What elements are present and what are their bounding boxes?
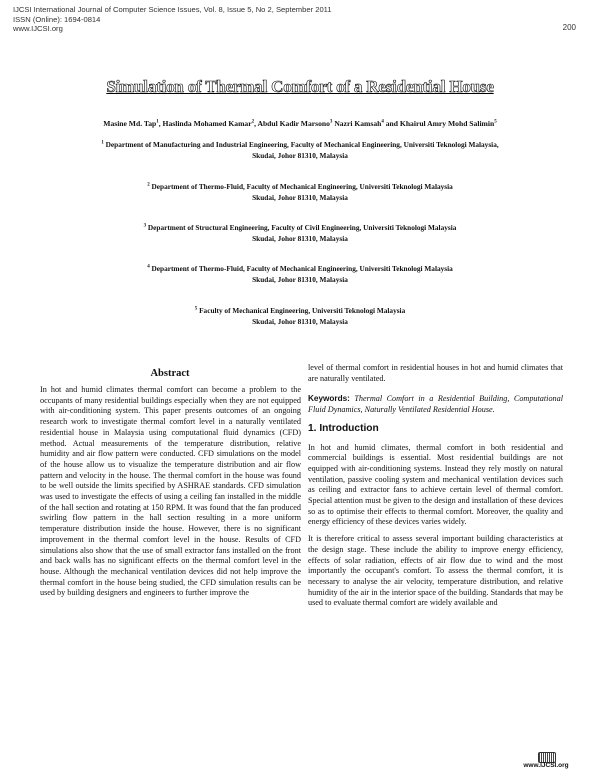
author-mark: 5 xyxy=(494,119,497,125)
affiliation-address: Skudai, Johor 81310, Malaysia xyxy=(252,234,348,243)
author-mark: 1 xyxy=(156,119,159,125)
abstract-heading: Abstract xyxy=(150,368,190,379)
affiliation-line: Faculty of Mechanical Engineering, Universiti Teknologi Malaysia xyxy=(199,306,406,315)
affiliation xyxy=(40,263,560,285)
affiliation-mark: 5 xyxy=(194,306,198,312)
abstract-continuation: level of thermal comfort in residential houses in hot and humid climates that are naturally ventilated. xyxy=(308,363,563,383)
journal-website: www.IJCSI.org xyxy=(13,24,63,34)
author-name: Khairul Amry Mohd Salimin xyxy=(399,119,495,128)
affiliation-address: Skudai, Johor 81310, Malaysia xyxy=(252,275,348,284)
paper-title: Simulation of Thermal Comfort of a Residential House xyxy=(106,77,494,96)
journal-header xyxy=(13,5,332,34)
intro-paragraph: In hot and humid climates, thermal comfort in both residential and commercial buildings is essential. Most residential buildings are not equipped with air-conditioning systems. Instead they rely mostly on natural ventilation, passive cooling system and mechanical ventilation devices such as ceiling and extractor fans to achieve certain level of thermal comfort. Special attention must be given to the design and installation of these devices so as to optimise their effects to thermal comfort. Moreover, the quality and energy efficiency of these devices varies widely. xyxy=(308,442,563,527)
affiliation-mark: 3 xyxy=(143,223,147,229)
affiliation xyxy=(40,305,560,327)
page-number: 200 xyxy=(562,23,576,32)
intro-paragraph: It is therefore critical to assess several important building characteristics at the design stage. These include the ability to improve energy efficiency, effects of solar radiation, effects of air flow due to wind and the most importantly the occupant's comfort. To assess the thermal comfort, it is necessary to analyse the air velocity, temperature distribution, and relative humidity of the air in the interior space of the building. Standards that may be used to evaluate thermal comfort are widely available and xyxy=(308,534,563,608)
author-name: Abdul Kadir Marsono xyxy=(257,119,330,128)
logo-caption: www.IJCSI.org xyxy=(523,762,569,769)
affiliation-address: Skudai, Johor 81310, Malaysia xyxy=(252,317,348,326)
section-heading: 1. Introduction xyxy=(308,422,379,434)
author-name: Nazri Kamsah xyxy=(334,119,382,128)
affiliation xyxy=(40,139,560,161)
keywords-text: Thermal Comfort in a Residential Building, Computational Fluid Dynamics, Naturally Ventilated Residential House. xyxy=(308,394,563,415)
affiliation-line: Department of Thermo-Fluid, Faculty of Mechanical Engineering, Universiti Teknologi Malaysia xyxy=(151,264,453,273)
journal-issn: ISSN (Online): 1694-0814 xyxy=(13,14,101,24)
affiliation xyxy=(40,181,560,203)
author-name: Masine Md. Tap xyxy=(103,119,157,128)
affiliation-mark: 2 xyxy=(147,182,150,188)
author-name: Haslinda Mohamed Kamar xyxy=(162,119,252,128)
affiliation xyxy=(40,222,560,244)
affiliation-address: Skudai, Johor 81310, Malaysia xyxy=(252,193,348,202)
author-mark: 3 xyxy=(329,119,333,125)
author-mark: 2 xyxy=(251,119,255,125)
journal-citation: IJCSI International Journal of Computer Science Issues, Vol. 8, Issue 5, No 2, September 2011 xyxy=(13,5,332,14)
affiliation-line: Department of Structural Engineering, Faculty of Civil Engineering, Universiti Teknologi Malaysia xyxy=(147,223,457,232)
affiliation-address: Skudai, Johor 81310, Malaysia xyxy=(252,151,348,160)
author-mark: 4 xyxy=(381,119,384,125)
affiliation-line: Department of Manufacturing and Industrial Engineering, Faculty of Mechanical Engineering, Universiti Teknologi Malaysia, xyxy=(105,140,499,149)
left-column xyxy=(40,385,301,605)
keywords xyxy=(308,394,563,415)
keywords-label: Keywords: xyxy=(308,394,350,404)
right-column xyxy=(308,363,563,615)
ijcsi-logo xyxy=(518,752,574,772)
author-list: Masine Md. Tap$^1$, Haslinda Mohamed Kamar$^2$, Abdul Kadir Marsono$^3$ Nazri Kamsah$^4$ and Khairul Amry Mohd Salimin$^5$ xyxy=(103,119,497,128)
abstract-text: In hot and humid climates thermal comfort can become a problem to the occupants of many residential buildings especially when they are not equipped with air-conditioning system. This paper presents outcomes of an ongoing research work to investigate thermal comfort level in a naturally ventilated residential house in Malaysia using computational fluid dynamics (CFD) method. Actual measurements of the temperature distribution, relative humidity and air flow pattern were conducted. CFD simulations on the model of the house allow us to visualize the temperature distribution and air flow pattern and velocity in the house. The thermal comfort in the house was found to be well outside the limits specified by ASHRAE standards. CFD simulation was used to investigate the effects of using a ceiling fan installed in the middle of the hall section and rotating at 150 RPM. It was found that the fan produced swirling flow pattern in the hall section resulting in a more uniform temperature distribution inside the house. However, there is no significant improvement in the thermal comfort level in the house. Results of CFD simulations also show that the use of small extractor fans installed on the front and back walls has no significant effects on the thermal comfort level in the house. Although the mechanical ventilation devices did not help improve the thermal comfort in the house being studied, the CFD simulation results can be used by building designers and engineers to further improve the xyxy=(40,385,301,598)
affiliation-mark: 1 xyxy=(101,140,104,146)
affiliation-line: Department of Thermo-Fluid, Faculty of Mechanical Engineering, Universiti Teknologi Malaysia xyxy=(151,182,453,191)
affiliation-mark: 4 xyxy=(147,264,150,270)
